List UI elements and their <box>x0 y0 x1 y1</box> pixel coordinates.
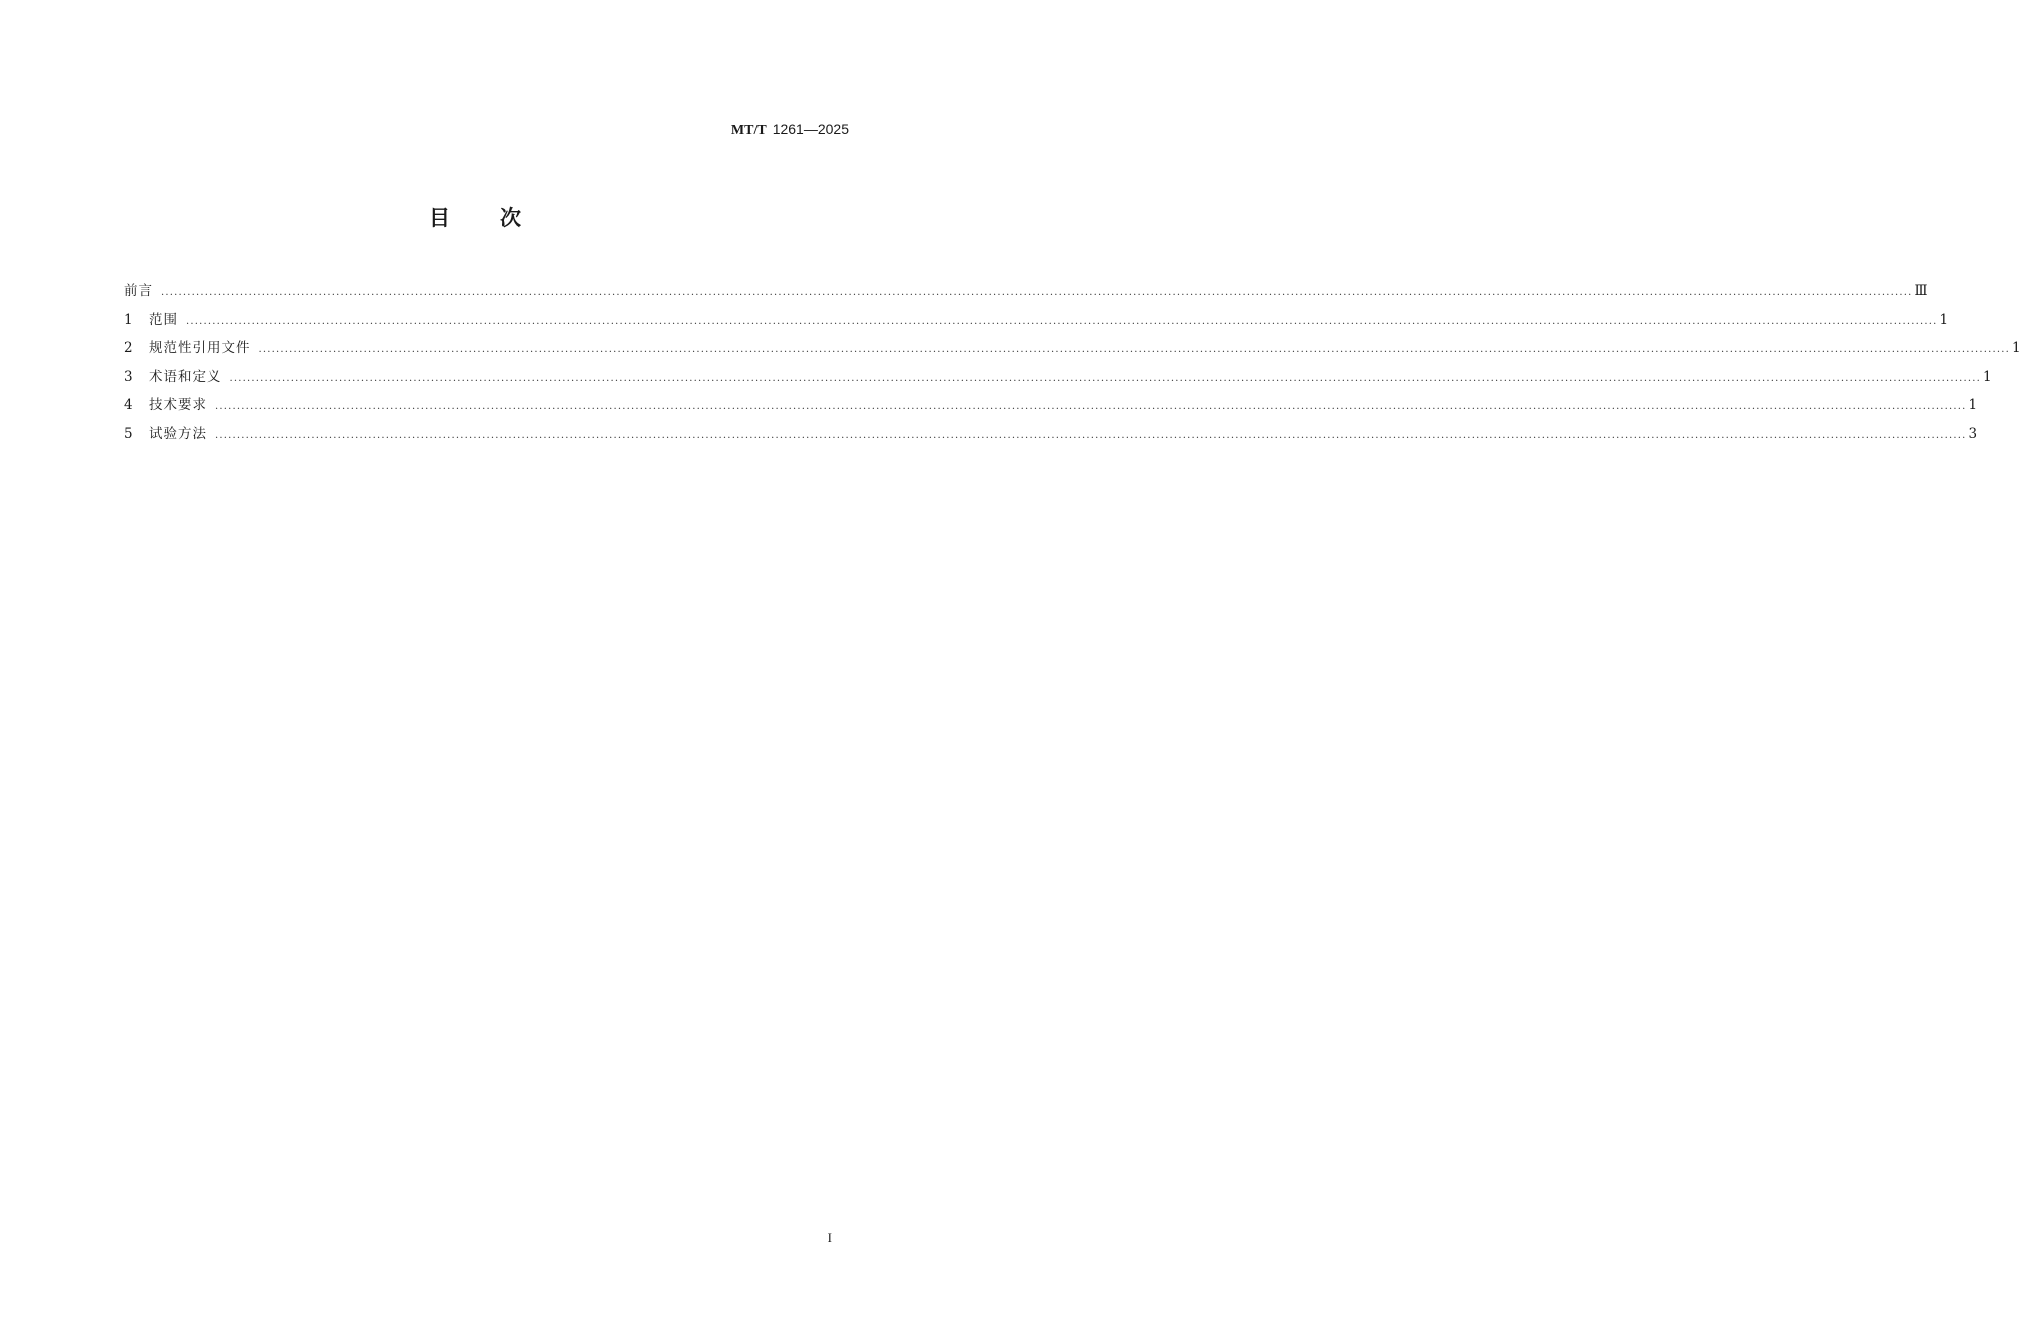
toc-entry-test-methods[interactable] <box>124 424 1978 453</box>
standard-code <box>731 121 849 139</box>
toc-entry-page: 3 <box>1968 425 1978 442</box>
toc-leader-dots: ................................................................................................................................................................................................................................................................................................................................................................................................................ <box>258 344 2010 355</box>
toc-entry-label: 技术要求 <box>149 397 207 413</box>
toc-entry-normative-references[interactable] <box>124 338 2021 367</box>
toc-leader-dots: ................................................................................................................................................................................................................................................................................................................................................................................................................ <box>215 401 1967 412</box>
toc-entry-page: Ⅲ <box>1914 283 1928 299</box>
toc-leader-dots: ................................................................................................................................................................................................................................................................................................................................................................................................................ <box>215 429 1967 441</box>
toc-entry-page: 1 <box>1968 397 1978 413</box>
toc-entry-label: 规范性引用文件 <box>149 340 251 356</box>
toc-entry-terms-definitions[interactable] <box>124 367 1992 396</box>
page-number: I <box>827 1230 832 1245</box>
toc-entry-number: 1 <box>124 311 133 328</box>
toc-entry-page: 1 <box>1982 368 1992 385</box>
toc-entry-page: 1 <box>2011 340 2021 356</box>
toc-entry-technical-requirements[interactable] <box>124 395 1978 424</box>
toc-entry-number: 2 <box>124 340 133 356</box>
toc-entry-scope[interactable] <box>124 310 1949 339</box>
toc-entry-number: 4 <box>124 397 133 413</box>
toc-entry-label: 试验方法 <box>149 425 207 442</box>
standard-number: 1261—2025 <box>772 121 849 137</box>
toc-entry-foreword[interactable] <box>124 281 1928 310</box>
table-of-contents <box>124 281 2021 452</box>
toc-entry-label: 范围 <box>149 311 178 328</box>
toc-entry-label: 术语和定义 <box>149 368 222 385</box>
standard-prefix: MT/T <box>730 123 767 138</box>
toc-entry-page: 1 <box>1939 311 1949 328</box>
toc-leader-dots: ................................................................................................................................................................................................................................................................................................................................................................................................................ <box>229 372 1981 384</box>
toc-leader-dots: ................................................................................................................................................................................................................................................................................................................................................................................................................ <box>161 287 1913 298</box>
toc-leader-dots: ................................................................................................................................................................................................................................................................................................................................................................................................................ <box>186 315 1938 327</box>
toc-entry-number: 3 <box>124 368 133 385</box>
toc-entry-label: 前言 <box>124 283 153 299</box>
page-title: 目次 <box>429 206 571 230</box>
toc-entry-number: 5 <box>124 425 133 442</box>
